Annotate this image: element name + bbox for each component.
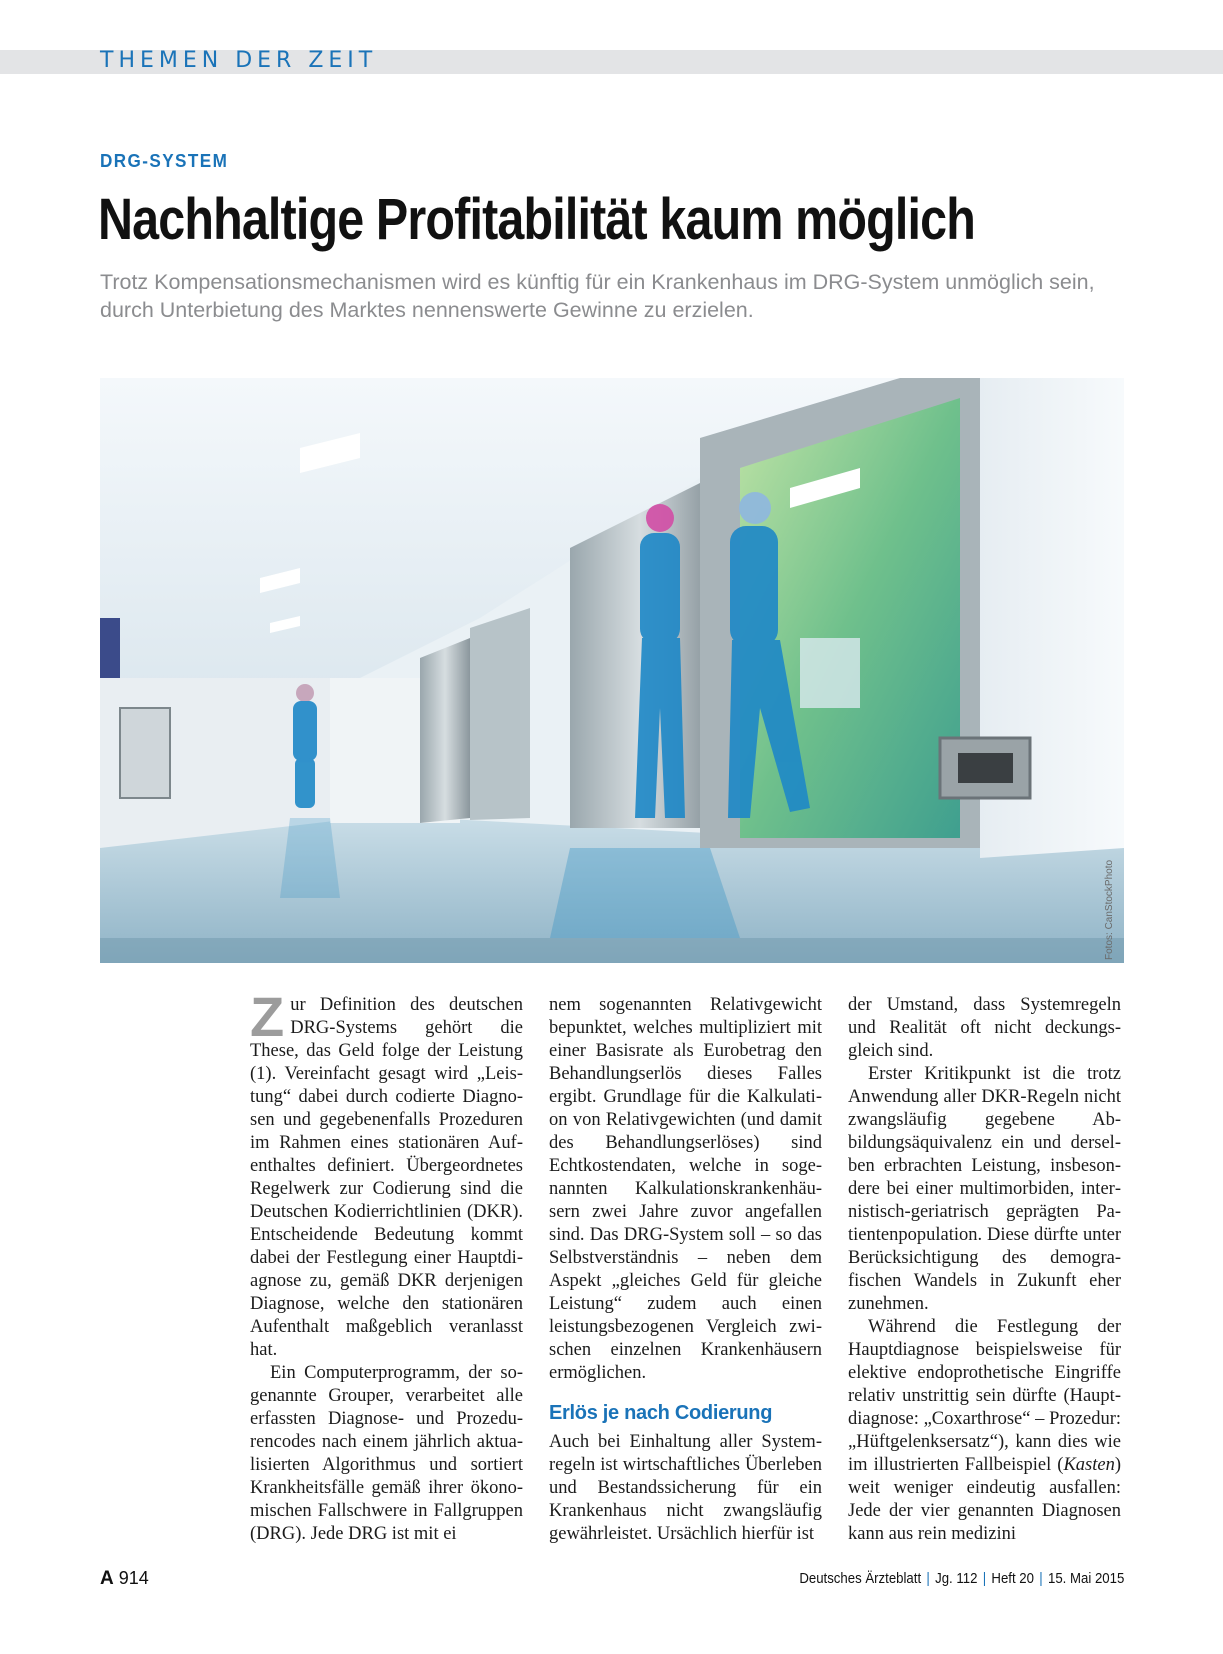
page-number-value: 914 <box>118 1568 149 1588</box>
paragraph: ur Definition des deutschen DRG-Systems gehört die These, das Geld folge der Leistung (1). Vereinfacht gesagt wird „Leistung“ dabei durch codierte Diagnosen und gegebenenfalls Prozeduren im Rahmen eines stationären Aufenthaltes definiert. Übergeordnetes Regelwerk zur Codierung sind die Deutschen Kodierrichtlinien (DKR). Entscheidende Bedeutung kommt dabei der Festlegung einer Hauptdiagnose zu, gemäß DKR derjenigen Diagnose, welche den stationären Aufenthalt maßgeblich veranlasst hat. <box>250 995 523 1360</box>
hospital-corridor-photo <box>100 378 1124 963</box>
journal-issue: Heft 20 <box>991 1570 1034 1587</box>
paragraph: Erster Kritikpunkt ist die trotz Anwendung aller DKR-Regeln nicht zwangsläufig gegebene Abbildungsäquivalenz ein und derselben erbrachten Leistung, insbesondere bei einer multimorbiden, internistisch-geriatrisch geprägten Patientenpopulation. Diese dürfte unter Berücksichtigung des demografischen Wandels in Zukunft eher zunehmen. <box>848 1064 1121 1314</box>
separator: | <box>982 1570 986 1587</box>
journal-name: Deutsches Ärzteblatt <box>798 1570 921 1587</box>
paragraph: Ein Computerprogramm, der sogenannte Grouper, verarbeitet alle erfassten Diagnose- und Prozedurencodes nach einem jährlich aktualisierten Algorithmus und sortiert Krankheitsfälle gemäß ihrer ökonomischen Fallschwere in Fallgruppen (DRG). Jede DRG ist mit ei <box>250 1363 523 1544</box>
text-column-1 <box>250 985 523 1546</box>
drop-cap: Z <box>250 985 285 1048</box>
emphasis-text: Kasten <box>1063 1455 1115 1475</box>
paragraph-text: ) weit weniger eindeutig ausfallen: Jede der vier genannten Diagnosen kann aus rein medizini <box>848 1455 1121 1544</box>
paragraph: der Umstand, dass Systemregeln und Realität oft nicht deckungsgleich sind. <box>848 995 1121 1061</box>
separator: | <box>1038 1570 1043 1587</box>
page-prefix: A <box>100 1568 114 1589</box>
article-kicker: DRG-SYSTEM <box>100 151 229 171</box>
photo-credit: Fotos: CanStockPhoto <box>1104 859 1115 960</box>
separator: | <box>926 1570 930 1587</box>
text-column-3 <box>848 994 1121 1546</box>
journal-date: 15. Mai 2015 <box>1047 1570 1124 1587</box>
article-standfirst: Trotz Kompensationsmechanismen wird es künftig für ein Krankenhaus im DRG-System unmöglich sein, durch Unterbietung des Marktes nennenswerte Gewinne zu erzielen. <box>100 270 1095 322</box>
journal-volume: Jg. 112 <box>934 1570 978 1587</box>
paragraph <box>848 1316 1121 1546</box>
paragraph: nem sogenannten Relativgewicht bepunktet, welches multipliziert mit einer Basisrate als Eurobetrag den Behandlungserlös dieses Falles ergibt. Grundlage für die Kalkulation von Relativgewichten (und damit des Behandlungserlöses) sind Echtkostendaten, welche in sogenannten Kalkulationskrankenhäusern zwei Jahre zuvor angefallen sind. Das DRG-System soll – so das Selbstverständnis – neben dem Aspekt „gleiches Geld für gleiche Leistung“ zudem auch einen leistungsbezogenen Vergleich zwischen einzelnen Krankenhäusern ermöglichen. <box>549 995 822 1383</box>
paragraph-text: Während die Festlegung der Hauptdiagnose beispielsweise für elektive endoprothetische Eingriffe relativ unstrittig sein dürfte (Hauptdiagnose: „Coxarthrose“ – Prozedur: „Hüftgelenksersatz“), kann dies wie im illustrierten Fallbeispiel ( <box>848 1317 1121 1475</box>
subheading: Erlös je nach Codierung <box>549 1402 773 1424</box>
journal-footer <box>799 1570 1124 1587</box>
text-column-2 <box>549 994 822 1546</box>
paragraph: Auch bei Einhaltung aller Systemregeln ist wirtschaftliches Überleben und Bestandssicherung für ein Krankenhaus nicht zwangsläufig gewährleistet. Ursächlich hierfür ist <box>549 1432 822 1544</box>
page-number <box>100 1568 149 1590</box>
article-title: Nachhaltige Profitabilität kaum möglich <box>98 187 975 252</box>
section-label: THEMEN DER ZEIT <box>100 48 378 73</box>
